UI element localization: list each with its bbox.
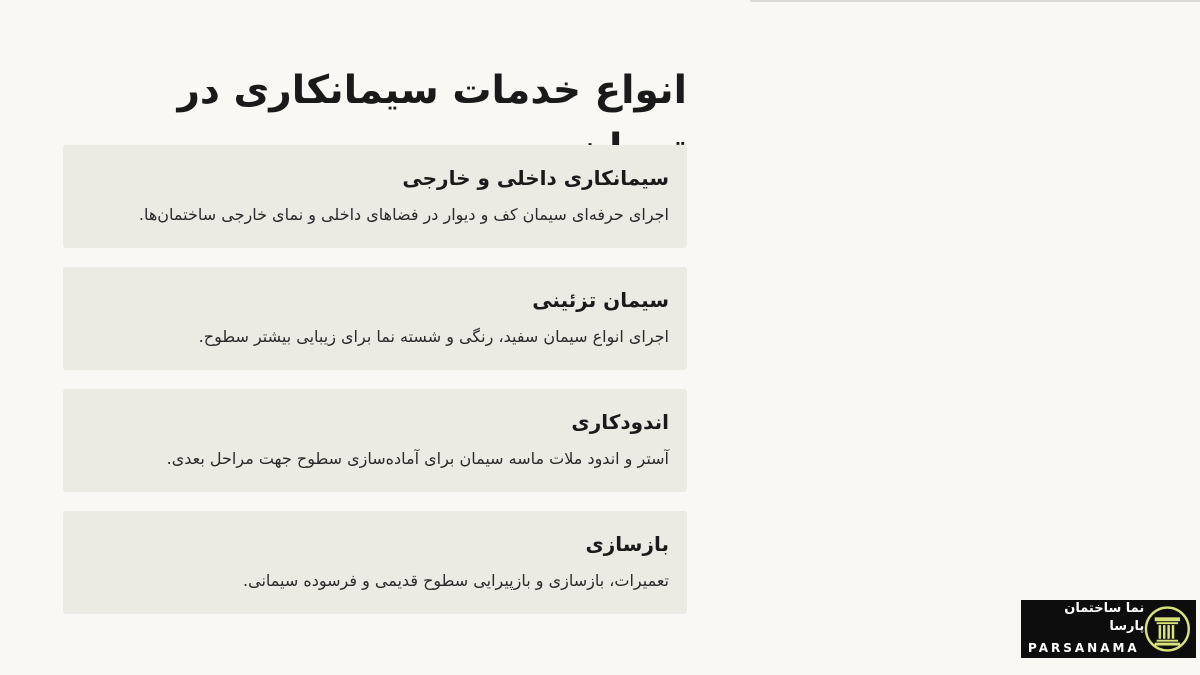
service-card-decorative xyxy=(63,267,687,370)
brand-logo-text xyxy=(1028,600,1144,658)
service-card-title: سیمان تزئینی xyxy=(532,288,669,312)
service-card-title: سیمانکاری داخلی و خارجی xyxy=(402,166,669,190)
service-card-plastering xyxy=(63,389,687,492)
service-card-description: تعمیرات، بازسازی و بازپیرایی سطوح قدیمی و فرسوده سیمانی. xyxy=(243,571,669,590)
brand-name-en: PARSANAMA xyxy=(1028,641,1140,655)
brand-name-fa: نما ساختمان پارسا xyxy=(1064,601,1145,634)
service-card-renovation xyxy=(63,511,687,614)
service-card-interior-exterior xyxy=(63,145,687,248)
page-title: انواع خدمات سیمانکاری در xyxy=(177,68,687,113)
top-divider xyxy=(750,0,1200,2)
service-card-description: اجرای حرفه‌ای سیمان کف و دیوار در فضاهای داخلی و نمای خارجی ساختمان‌ها. xyxy=(138,205,669,224)
service-card-title: اندودکاری xyxy=(571,410,669,434)
service-card-description: اجرای انواع سیمان سفید، رنگی و شسته نما برای زیبایی بیشتر سطوح. xyxy=(198,327,669,346)
service-card-title: بازسازی xyxy=(585,532,669,556)
column-pillar-icon xyxy=(1144,605,1191,653)
service-card-description: آستر و اندود ملات ماسه سیمان برای آماده‌سازی سطوح جهت مراحل بعدی. xyxy=(166,449,669,468)
services-list xyxy=(63,145,687,633)
brand-logo xyxy=(1021,600,1196,658)
